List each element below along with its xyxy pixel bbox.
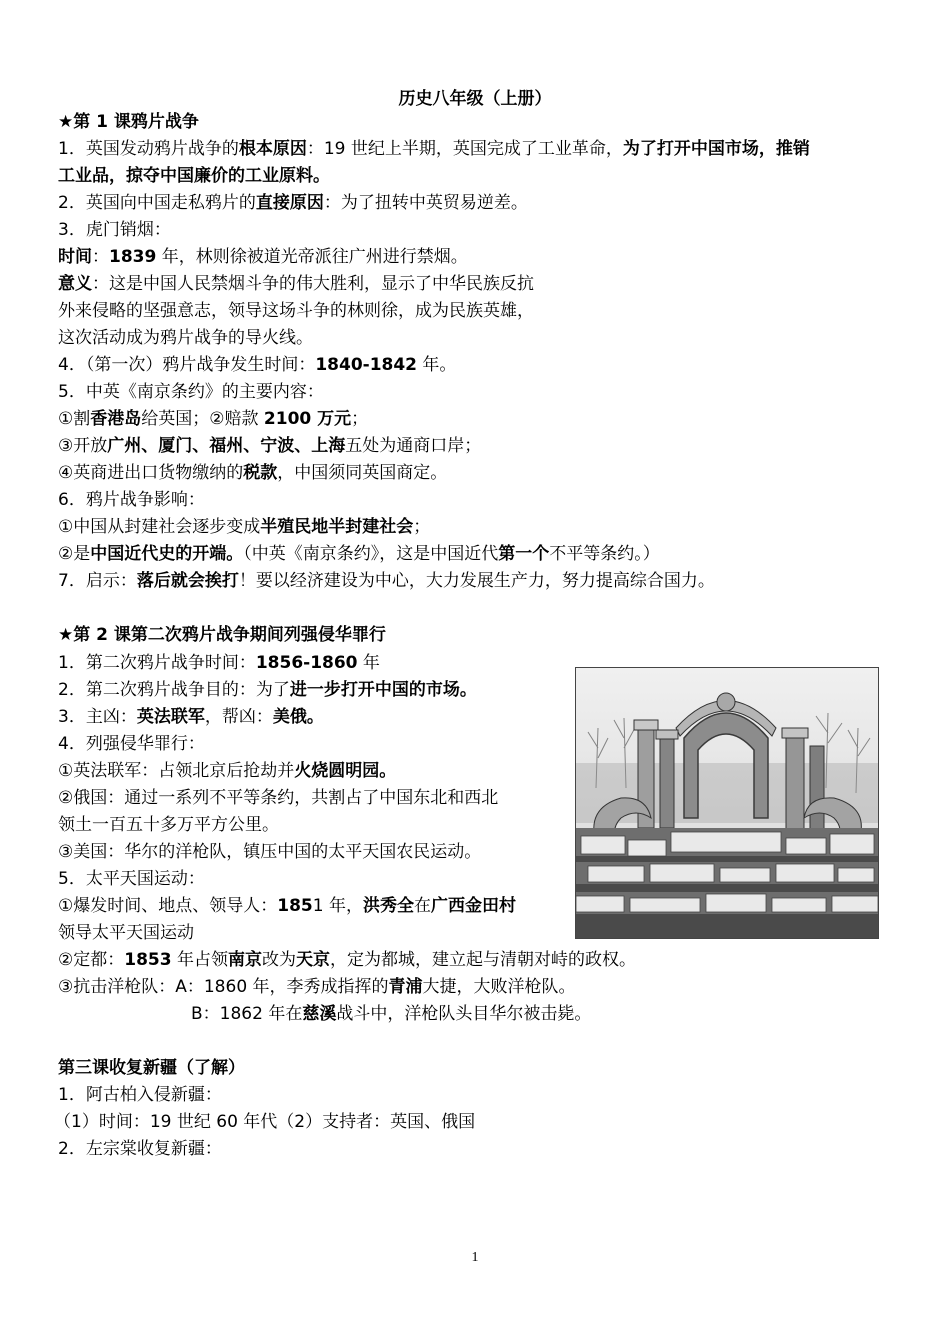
lesson1-item5c: ④英商进出口货物缴纳的税款，中国须同英国商定。 xyxy=(58,463,448,483)
lesson2-item2: 2．第二次鸦片战争目的：为了进一步打开中国的市场。 xyxy=(58,680,477,700)
lesson1-item1: 1．英国发动鸦片战争的根本原因：19 世纪上半期，英国完成了工业革命，为了打开中国市场，推销 xyxy=(58,139,810,159)
lesson2-item4c: ③美国：华尔的洋枪队，镇压中国的太平天国农民运动。 xyxy=(58,842,482,862)
lesson2-item4b: ②俄国：通过一系列不平等条约，共割占了中国东北和西北 xyxy=(58,788,499,808)
lesson2-item3: 3．主凶：英法联军，帮凶：美俄。 xyxy=(58,707,324,727)
lesson1-item3-meaning-end: 这次活动成为鸦片战争的导火线。 xyxy=(58,328,313,348)
lesson2-item5c-b: B：1862 年在慈溪战斗中，洋枪队头目华尔被击毙。 xyxy=(191,1004,592,1024)
lesson2-item5c: ③抗击洋枪队：A：1860 年，李秀成指挥的青浦大捷，大败洋枪队。 xyxy=(58,977,576,997)
lesson2-item4: 4．列强侵华罪行： xyxy=(58,734,205,754)
lesson2-item4a: ①英法联军：占领北京后抢劫并火烧圆明园。 xyxy=(58,761,397,781)
lesson2-item5b: ②定都：1853 年占领南京改为天京，定为都城，建立起与清朝对峙的政权。 xyxy=(58,950,636,970)
lesson1-heading: ★第 1 课鸦片战争 xyxy=(58,112,199,132)
lesson1-item6: 6．鸦片战争影响： xyxy=(58,490,205,510)
lesson1-item5b: ③开放广州、厦门、福州、宁波、上海五处为通商口岸； xyxy=(58,436,482,456)
lesson3-item2: 2．左宗棠收复新疆： xyxy=(58,1139,222,1159)
lesson1-item4: 4．（第一次）鸦片战争发生时间：1840-1842 年。 xyxy=(58,355,457,375)
lesson3-item1a: （1）时间：19 世纪 60 年代（2）支持者：英国、俄国 xyxy=(54,1112,476,1132)
lesson2-item4b-cont: 领土一百五十多万平方公里。 xyxy=(58,815,279,835)
page-number: 1 xyxy=(471,1250,479,1265)
lesson2-heading: ★第 2 课第二次鸦片战争期间列强侵华罪行 xyxy=(58,625,386,645)
lesson1-item5a: ①割香港岛给英国；②赔款 2100 万元； xyxy=(58,409,369,429)
lesson1-item3-meaning-cont: 外来侵略的坚强意志，领导这场斗争的林则徐，成为民族英雄， xyxy=(58,301,534,321)
lesson2-item5: 5．太平天国运动： xyxy=(58,869,205,889)
lesson3-heading: 第三课收复新疆（了解） xyxy=(58,1058,245,1078)
page-title: 历史八年级（上册） xyxy=(398,89,552,109)
lesson1-item6a: ①中国从封建社会逐步变成半殖民地半封建社会； xyxy=(58,517,431,537)
lesson1-item3-time: 时间：1839 年，林则徐被道光帝派往广州进行禁烟。 xyxy=(58,247,468,267)
lesson1-item3: 3．虎门销烟： xyxy=(58,220,171,240)
lesson2-item1: 1．第二次鸦片战争时间：1856-1860 年 xyxy=(58,653,380,673)
lesson1-item7: 7．启示：落后就会挨打！要以经济建设为中心，大力发展生产力，努力提高综合国力。 xyxy=(58,571,715,591)
lesson1-item1-cont: 工业品，掠夺中国廉价的工业原料。 xyxy=(58,166,330,186)
lesson1-item3-meaning: 意义：这是中国人民禁烟斗争的伟大胜利，显示了中华民族反抗 xyxy=(58,274,534,294)
lesson2-item5a-cont: 领导太平天国运动 xyxy=(58,923,194,943)
lesson2-item5a: ①爆发时间、地点、领导人：1851 年，洪秀全在广西金田村 xyxy=(58,896,516,916)
lesson3-item1: 1．阿古柏入侵新疆： xyxy=(58,1085,222,1105)
lesson1-item6b: ②是中国近代史的开端。（中英《南京条约》，这是中国近代第一个不平等条约。） xyxy=(58,544,660,564)
yuanmingyuan-ruins-photo xyxy=(575,667,879,939)
lesson1-item2: 2．英国向中国走私鸦片的直接原因：为了扭转中英贸易逆差。 xyxy=(58,193,528,213)
lesson1-item5: 5．中英《南京条约》的主要内容： xyxy=(58,382,324,402)
